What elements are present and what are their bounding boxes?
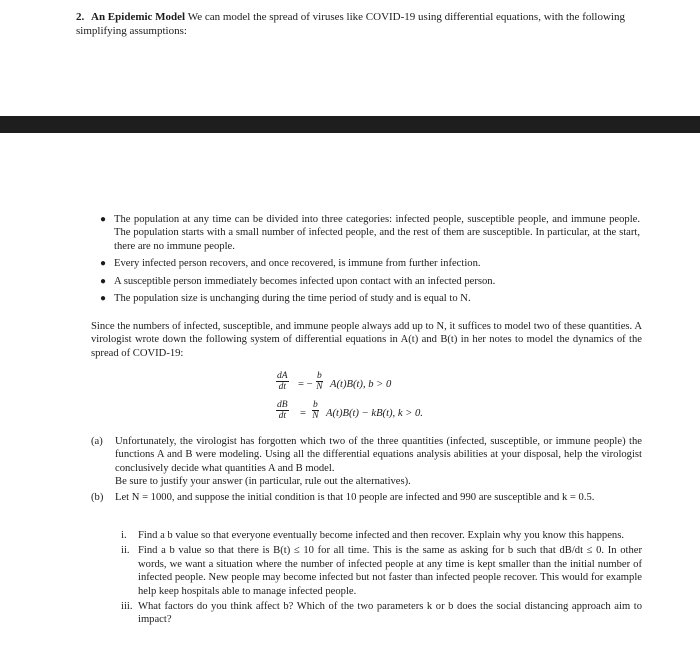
part-text: Let N = 1000, and suppose the initial condition is that 10 people are infected and 990 are susceptible and k = 0.5. xyxy=(115,491,595,503)
assumption-item: ● The population at any time can be divided into three categories: infected people, susceptible people, and immune people. The population starts with a small number of infected people, and the rest of them are susceptible. In particular, at the start, there are no immune people. xyxy=(100,214,640,252)
part-a xyxy=(91,435,642,489)
subpart-ii xyxy=(121,544,642,598)
assumption-item: ● A susceptible person immediately becomes infected upon contact with an infected person. xyxy=(100,275,496,287)
part-label: (a) xyxy=(91,436,103,447)
eq1-lhs: $\frac{dA}{dt}$ xyxy=(277,371,288,392)
problem-title: An Epidemic Model xyxy=(91,11,186,23)
subpart-text: Find a b value so that everyone eventually become infected and then recover. Explain why you know this happens. xyxy=(138,530,624,541)
eq1-sign: = − xyxy=(298,379,313,390)
parts-list xyxy=(91,435,642,506)
subpart-iii xyxy=(121,600,642,627)
subpart-text: What factors do you think affect b? Which of the two parameters k or b does the social distancing approach aim to impact? xyxy=(138,601,642,626)
subpart-i xyxy=(121,529,642,542)
eq2-rhs: A(t)B(t) − kB(t), k > 0. xyxy=(326,408,423,419)
problem-intro-text: We can model the spread of viruses like COVID-19 using differential equations, with the following simplifying assumptions: xyxy=(76,11,625,37)
bullet-icon: ● xyxy=(100,275,107,287)
eq1-coef: $\frac{b}{N}$ xyxy=(316,371,323,392)
eq2-coef: $\frac{b}{N}$ xyxy=(312,400,319,421)
subpart-text: Find a b value so that there is B(t) ≤ 10 for all time. This is the same as asking for b such that dB/dt ≤ 0. In other words, we want a situation where the number of infected people at any time is kept smaller than the initial number of infected people. New people may become infected but not faster than infected people recover. This would for example help keep hospitals able to manage infected people. xyxy=(138,545,642,597)
part-extra: Be sure to justify your answer (in particular, rule out the alternatives). xyxy=(115,476,411,488)
problem-intro xyxy=(76,10,642,38)
subpart-label: ii. xyxy=(121,545,130,557)
assumption-item: ● The population size is unchanging during the time period of study and is equal to N. xyxy=(100,293,471,305)
part-text: Unfortunately, the virologist has forgotten which two of the three quantities (infected, susceptible, or immune people) the functions A and B were modeling. Using all the differential equations analysis abilities at your disposal, help the virologist conclusively decide what quantities A and B model. xyxy=(115,436,642,474)
bullet-icon: ● xyxy=(100,293,107,305)
eq2-sign: = xyxy=(300,408,306,419)
bullet-icon: ● xyxy=(100,258,107,270)
part-label: (b) xyxy=(91,491,104,503)
part-b xyxy=(91,491,642,504)
eq2-lhs: $\frac{dB}{dt}$ xyxy=(277,400,288,421)
subparts-list xyxy=(121,529,642,629)
bullet-icon: ● xyxy=(100,214,107,225)
assumptions-list xyxy=(100,213,640,309)
subpart-label: iii. xyxy=(121,601,133,613)
equation-2 xyxy=(250,400,510,424)
subpart-label: i. xyxy=(121,530,127,541)
problem-number: 2. xyxy=(76,11,85,23)
model-paragraph: Since the numbers of infected, susceptible, and immune people always add up to N, it suffices to model two of these quantities. A virologist wrote down the following system of differential equations in A(t) and B(t) in her notes to model the dynamics of the spread of COVID-19: xyxy=(91,321,642,359)
assumption-item: ● Every infected person recovers, and once recovered, is immune from further infection. xyxy=(100,258,481,270)
redaction-bar xyxy=(0,116,700,133)
eq1-rhs: A(t)B(t), b > 0 xyxy=(330,379,392,390)
equation-1 xyxy=(250,371,510,395)
